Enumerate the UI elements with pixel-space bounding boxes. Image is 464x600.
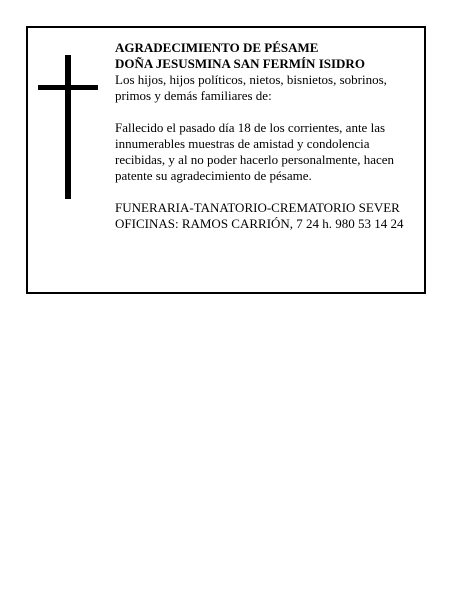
- cross-horizontal-bar: [38, 85, 98, 90]
- spacer: [115, 104, 420, 120]
- cross-vertical-bar: [65, 55, 71, 199]
- obituary-notice: [26, 26, 426, 294]
- deceased-name: DOÑA JESUSMINA SAN FERMÍN ISIDRO: [115, 56, 365, 71]
- thanks-body: Fallecido el pasado día 18 de los corrientes, ante las innumerables muestras de amistad y condolencia recibidas, y al no poder hacerlo personalmente, hacen patente su agradecimiento de pésame.: [115, 120, 395, 183]
- cross-icon: [38, 55, 98, 199]
- notice-text: [115, 40, 420, 232]
- notice-title: AGRADECIMIENTO DE PÉSAME: [115, 40, 319, 55]
- family-intro: Los hijos, hijos políticos, nietos, bisnietos, sobrinos, primos y demás familiares de:: [115, 72, 387, 103]
- offices-contact: OFICINAS: RAMOS CARRIÓN, 7 24 h. 980 53 14 24: [115, 216, 404, 231]
- spacer: [115, 184, 420, 200]
- funeral-home: FUNERARIA-TANATORIO-CREMATORIO SEVER: [115, 200, 400, 215]
